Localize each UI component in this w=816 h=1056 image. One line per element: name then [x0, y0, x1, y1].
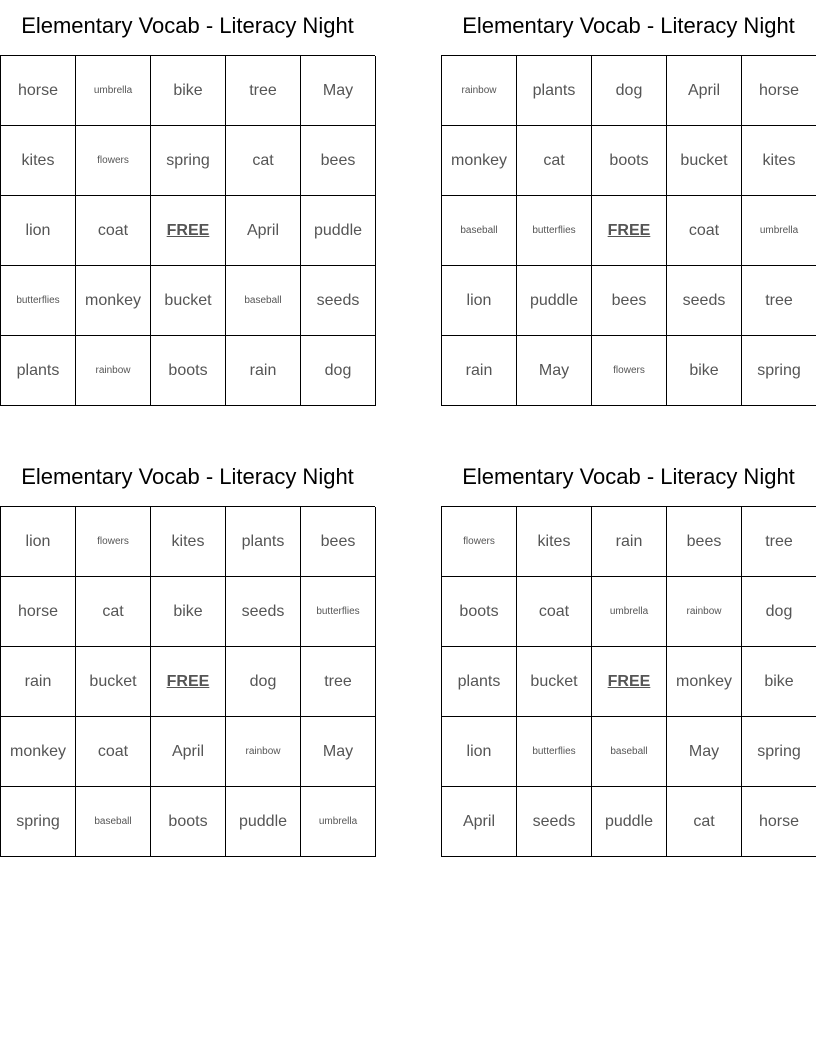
bingo-cell: boots: [151, 787, 226, 857]
bingo-cell: umbrella: [76, 56, 151, 126]
bingo-cell: horse: [742, 787, 816, 857]
bingo-cell: rainbow: [76, 336, 151, 406]
bingo-cell: rain: [592, 507, 667, 577]
bingo-cell: flowers: [76, 507, 151, 577]
bingo-cell: butterflies: [517, 196, 592, 266]
bingo-cell: butterflies: [301, 577, 376, 647]
bingo-cell: rainbow: [226, 717, 301, 787]
bingo-cell: bucket: [667, 126, 742, 196]
bingo-cell: puddle: [592, 787, 667, 857]
bingo-cell: tree: [226, 56, 301, 126]
bingo-cell: spring: [742, 717, 816, 787]
bingo-cell: bees: [301, 507, 376, 577]
bingo-cell: cat: [226, 126, 301, 196]
bingo-cell: lion: [1, 196, 76, 266]
bingo-cell: baseball: [226, 266, 301, 336]
bingo-cell: puddle: [517, 266, 592, 336]
bingo-cell: rainbow: [667, 577, 742, 647]
bingo-cell: bike: [151, 56, 226, 126]
bingo-cell: bees: [301, 126, 376, 196]
bingo-cell: plants: [1, 336, 76, 406]
bingo-cell: monkey: [1, 717, 76, 787]
bingo-cell: dog: [742, 577, 816, 647]
bingo-cell: kites: [1, 126, 76, 196]
card-title: Elementary Vocab - Literacy Night: [462, 13, 795, 38]
bingo-grid: [0, 55, 375, 406]
bingo-cell: rain: [442, 336, 517, 406]
bingo-cell: seeds: [226, 577, 301, 647]
bingo-cell: cat: [76, 577, 151, 647]
bingo-cell: umbrella: [592, 577, 667, 647]
bingo-cell: spring: [151, 126, 226, 196]
bingo-card-4: [441, 451, 816, 857]
bingo-cell: dog: [592, 56, 667, 126]
bingo-grid: [0, 506, 375, 857]
bingo-cell: spring: [1, 787, 76, 857]
bingo-cell: butterflies: [517, 717, 592, 787]
bingo-cell: flowers: [592, 336, 667, 406]
bingo-cell: monkey: [76, 266, 151, 336]
bingo-cell: baseball: [592, 717, 667, 787]
bingo-cell: monkey: [442, 126, 517, 196]
bingo-cell: horse: [1, 56, 76, 126]
bingo-cell: kites: [151, 507, 226, 577]
bingo-cell: bucket: [76, 647, 151, 717]
bingo-cell: rain: [1, 647, 76, 717]
bingo-cell: bike: [667, 336, 742, 406]
card-title: Elementary Vocab - Literacy Night: [462, 464, 795, 489]
bingo-cell: seeds: [301, 266, 376, 336]
bingo-grid: [441, 506, 816, 857]
bingo-cell: April: [151, 717, 226, 787]
free-space: FREE: [592, 647, 667, 717]
bingo-cell: flowers: [76, 126, 151, 196]
bingo-grid: [441, 55, 816, 406]
bingo-cell: puddle: [226, 787, 301, 857]
bingo-cell: boots: [442, 577, 517, 647]
card-title: Elementary Vocab - Literacy Night: [21, 464, 354, 489]
bingo-cell: cat: [667, 787, 742, 857]
free-space: FREE: [151, 647, 226, 717]
bingo-cell: baseball: [442, 196, 517, 266]
bingo-cell: horse: [742, 56, 816, 126]
bingo-cell: dog: [226, 647, 301, 717]
bingo-cell: coat: [76, 717, 151, 787]
bingo-card-1: [0, 0, 375, 406]
bingo-cell: May: [667, 717, 742, 787]
free-space: FREE: [592, 196, 667, 266]
bingo-cell: April: [226, 196, 301, 266]
bingo-cell: May: [301, 56, 376, 126]
bingo-cell: lion: [442, 266, 517, 336]
bingo-cell: April: [442, 787, 517, 857]
bingo-cell: rainbow: [442, 56, 517, 126]
bingo-cell: kites: [742, 126, 816, 196]
bingo-cell: plants: [517, 56, 592, 126]
bingo-cell: coat: [517, 577, 592, 647]
card-title: Elementary Vocab - Literacy Night: [21, 13, 354, 38]
bingo-cell: bucket: [151, 266, 226, 336]
bingo-cell: flowers: [442, 507, 517, 577]
bingo-cell: boots: [151, 336, 226, 406]
bingo-cell: bucket: [517, 647, 592, 717]
bingo-card-3: [0, 451, 375, 857]
bingo-cell: dog: [301, 336, 376, 406]
bingo-cell: spring: [742, 336, 816, 406]
bingo-cell: umbrella: [742, 196, 816, 266]
bingo-cell: tree: [742, 266, 816, 336]
bingo-cell: puddle: [301, 196, 376, 266]
bingo-cell: kites: [517, 507, 592, 577]
bingo-cell: May: [301, 717, 376, 787]
bingo-cell: lion: [1, 507, 76, 577]
bingo-cell: monkey: [667, 647, 742, 717]
bingo-cell: May: [517, 336, 592, 406]
bingo-cell: bike: [151, 577, 226, 647]
bingo-cell: plants: [226, 507, 301, 577]
bingo-cell: butterflies: [1, 266, 76, 336]
bingo-cell: seeds: [667, 266, 742, 336]
bingo-cell: boots: [592, 126, 667, 196]
bingo-cell: umbrella: [301, 787, 376, 857]
bingo-cell: tree: [742, 507, 816, 577]
bingo-cell: tree: [301, 647, 376, 717]
bingo-cell: baseball: [76, 787, 151, 857]
bingo-cell: coat: [667, 196, 742, 266]
bingo-cell: cat: [517, 126, 592, 196]
bingo-cell: seeds: [517, 787, 592, 857]
bingo-cell: horse: [1, 577, 76, 647]
bingo-cell: bike: [742, 647, 816, 717]
free-space: FREE: [151, 196, 226, 266]
bingo-card-2: [441, 0, 816, 406]
bingo-cell: coat: [76, 196, 151, 266]
bingo-cell: April: [667, 56, 742, 126]
bingo-cell: bees: [667, 507, 742, 577]
bingo-cell: plants: [442, 647, 517, 717]
bingo-cell: rain: [226, 336, 301, 406]
bingo-cell: lion: [442, 717, 517, 787]
bingo-cell: bees: [592, 266, 667, 336]
